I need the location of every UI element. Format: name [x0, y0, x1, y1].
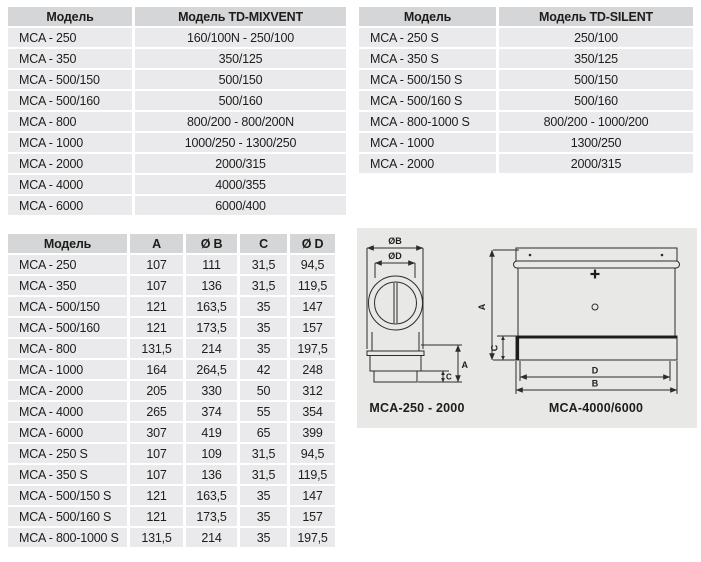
value-cell: 330	[186, 381, 237, 400]
value-cell: 107	[130, 276, 183, 295]
value-cell: 50	[240, 381, 287, 400]
model-cell: MCA - 2000	[359, 154, 496, 173]
value-cell: 264,5	[186, 360, 237, 379]
model-cell: MCA - 500/150 S	[359, 70, 496, 89]
model-cell: MCA - 1000	[359, 133, 496, 152]
rib-band	[514, 261, 680, 268]
value-cell: 312	[290, 381, 335, 400]
value-cell: 164	[130, 360, 183, 379]
value-cell: 800/200 - 1000/200	[499, 112, 693, 131]
column-header: Модель TD-MIXVENT	[135, 7, 346, 26]
dimension-label-a: A	[461, 360, 468, 370]
column-header: C	[240, 234, 287, 253]
value-cell: 35	[240, 297, 287, 316]
value-cell: 214	[186, 339, 237, 358]
value-cell: 248	[290, 360, 335, 379]
value-cell: 119,5	[290, 465, 335, 484]
model-cell: MCA - 4000	[8, 175, 132, 194]
column-header: Модель	[8, 234, 127, 253]
model-cell: MCA - 500/150	[8, 70, 132, 89]
dimension-label-ob: ØB	[388, 236, 402, 246]
model-cell: MCA - 6000	[8, 423, 127, 442]
bottom-band-rect	[516, 336, 677, 360]
value-cell: 31,5	[240, 465, 287, 484]
value-cell: 35	[240, 486, 287, 505]
value-cell: 500/160	[499, 91, 693, 110]
value-cell: 121	[130, 297, 183, 316]
table-mixvent	[8, 7, 346, 215]
value-cell: 147	[290, 297, 335, 316]
value-cell: 157	[290, 507, 335, 526]
model-cell: MCA - 800-1000 S	[8, 528, 127, 547]
outer-circle	[369, 276, 423, 330]
model-cell: MCA - 800	[8, 112, 132, 131]
value-cell: 354	[290, 402, 335, 421]
value-cell: 107	[130, 465, 183, 484]
value-cell: 2000/315	[135, 154, 346, 173]
value-cell: 800/200 - 800/200N	[135, 112, 346, 131]
value-cell: 111	[186, 255, 237, 274]
value-cell: 173,5	[186, 507, 237, 526]
value-cell: 55	[240, 402, 287, 421]
value-cell: 136	[186, 465, 237, 484]
top-flange-rect	[516, 248, 677, 262]
value-cell: 94,5	[290, 255, 335, 274]
model-cell: MCA - 350 S	[8, 465, 127, 484]
value-cell: 500/150	[499, 70, 693, 89]
cross-marker	[591, 270, 600, 279]
value-cell: 2000/315	[499, 154, 693, 173]
model-cell: MCA - 250	[8, 255, 127, 274]
technical-drawing-panel	[357, 228, 697, 428]
value-cell: 500/160	[135, 91, 346, 110]
value-cell: 265	[130, 402, 183, 421]
model-cell: MCA - 250	[8, 28, 132, 47]
table-silent	[359, 7, 693, 173]
value-cell: 214	[186, 528, 237, 547]
value-cell: 197,5	[290, 528, 335, 547]
value-cell: 94,5	[290, 444, 335, 463]
value-cell: 350/125	[135, 49, 346, 68]
column-header: A	[130, 234, 183, 253]
model-cell: MCA - 2000	[8, 154, 132, 173]
value-cell: 500/150	[135, 70, 346, 89]
dimension-label-d: D	[591, 365, 599, 376]
value-cell: 42	[240, 360, 287, 379]
model-cell: MCA - 500/160 S	[8, 507, 127, 526]
value-cell: 147	[290, 486, 335, 505]
value-cell: 119,5	[290, 276, 335, 295]
side-view-large-models	[477, 248, 680, 415]
caption-large-models: MCA-4000/6000	[548, 401, 644, 415]
flange-rect	[367, 351, 424, 356]
value-cell: 374	[186, 402, 237, 421]
model-cell: MCA - 1000	[8, 360, 127, 379]
value-cell: 107	[130, 255, 183, 274]
model-cell: MCA - 500/160 S	[359, 91, 496, 110]
value-cell: 1300/250	[499, 133, 693, 152]
model-cell: MCA - 250 S	[359, 28, 496, 47]
dimension-label-od: ØD	[388, 251, 402, 261]
model-cell: MCA - 1000	[8, 133, 132, 152]
value-cell: 107	[130, 444, 183, 463]
value-cell: 35	[240, 339, 287, 358]
value-cell: 160/100N - 250/100	[135, 28, 346, 47]
value-cell: 173,5	[186, 318, 237, 337]
value-cell: 157	[290, 318, 335, 337]
model-cell: MCA - 500/150 S	[8, 486, 127, 505]
dimension-label-c: C	[489, 344, 500, 352]
caption-small-models: MCA-250 - 2000	[369, 401, 465, 415]
value-cell: 121	[130, 507, 183, 526]
screw-dot	[529, 254, 532, 257]
hole-marker	[592, 304, 598, 310]
value-cell: 65	[240, 423, 287, 442]
model-cell: MCA - 500/160	[8, 318, 127, 337]
front-side-view-small-models	[367, 236, 469, 415]
value-cell: 163,5	[186, 297, 237, 316]
value-cell: 109	[186, 444, 237, 463]
value-cell: 136	[186, 276, 237, 295]
inner-circle	[375, 282, 417, 324]
dimension-label-a: A	[477, 303, 487, 311]
model-cell: MCA - 250 S	[8, 444, 127, 463]
technical-drawing	[357, 228, 697, 428]
value-cell: 35	[240, 507, 287, 526]
column-header: Модель	[8, 7, 132, 26]
value-cell: 1000/250 - 1300/250	[135, 133, 346, 152]
value-cell: 35	[240, 528, 287, 547]
screw-dot	[661, 254, 664, 257]
value-cell: 31,5	[240, 255, 287, 274]
value-cell: 419	[186, 423, 237, 442]
column-header: Модель TD-SILENT	[499, 7, 693, 26]
model-cell: MCA - 800	[8, 339, 127, 358]
value-cell: 31,5	[240, 276, 287, 295]
value-cell: 205	[130, 381, 183, 400]
model-cell: MCA - 500/160	[8, 91, 132, 110]
value-cell: 121	[130, 318, 183, 337]
model-cell: MCA - 2000	[8, 381, 127, 400]
value-cell: 31,5	[240, 444, 287, 463]
body-rect	[370, 356, 421, 372]
value-cell: 4000/355	[135, 175, 346, 194]
value-cell: 131,5	[130, 339, 183, 358]
value-cell: 121	[130, 486, 183, 505]
table-dimensions	[8, 234, 335, 547]
value-cell: 131,5	[130, 528, 183, 547]
model-cell: MCA - 350 S	[359, 49, 496, 68]
value-cell: 197,5	[290, 339, 335, 358]
model-cell: MCA - 800-1000 S	[359, 112, 496, 131]
value-cell: 163,5	[186, 486, 237, 505]
dimension-label-c: C	[446, 372, 452, 382]
model-cell: MCA - 6000	[8, 196, 132, 215]
value-cell: 35	[240, 318, 287, 337]
dimension-label-b: B	[591, 378, 599, 389]
column-header: Ø D	[290, 234, 335, 253]
value-cell: 399	[290, 423, 335, 442]
value-cell: 307	[130, 423, 183, 442]
column-header: Модель	[359, 7, 496, 26]
value-cell: 6000/400	[135, 196, 346, 215]
value-cell: 350/125	[499, 49, 693, 68]
model-cell: MCA - 500/150	[8, 297, 127, 316]
column-header: Ø B	[186, 234, 237, 253]
value-cell: 250/100	[499, 28, 693, 47]
spigot-rect	[374, 371, 417, 382]
model-cell: MCA - 350	[8, 276, 127, 295]
model-cell: MCA - 350	[8, 49, 132, 68]
model-cell: MCA - 4000	[8, 402, 127, 421]
